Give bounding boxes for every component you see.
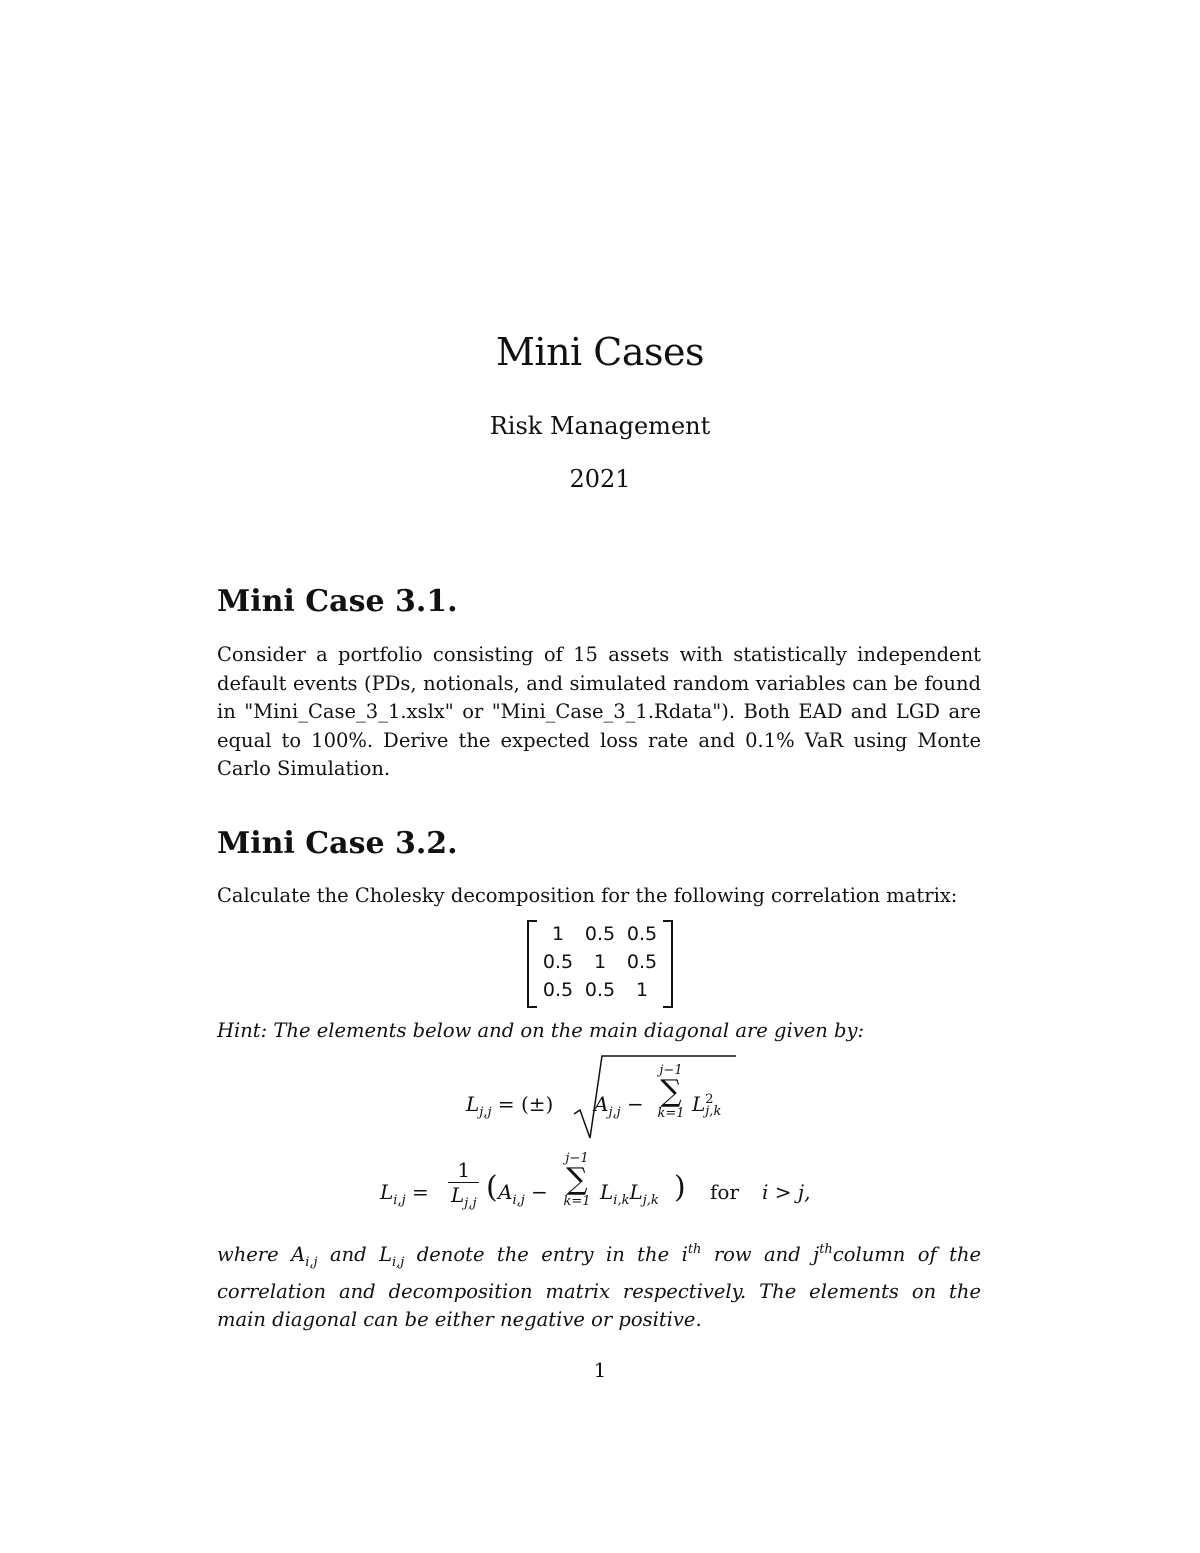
eq2-numerator: 1 [448, 1158, 479, 1183]
eq2-denominator: L [451, 1183, 465, 1207]
matrix-cell: 0.5 [626, 923, 658, 945]
equation-off-diagonal [380, 1152, 840, 1232]
matrix-cell: 0.5 [542, 951, 574, 973]
eq2-equals: = [411, 1180, 429, 1204]
matrix-cell: 0.5 [584, 923, 616, 945]
eq2-lhs [380, 1180, 429, 1208]
matrix-cell: 0.5 [542, 979, 574, 1001]
eq2-fraction [448, 1158, 479, 1211]
eq1-sum-lower: k=1 [657, 1106, 685, 1121]
document-year: 2021 [569, 465, 631, 493]
eq1-minus: − [627, 1092, 644, 1116]
eq2-t1-subscript: i,k [613, 1193, 630, 1208]
closing-th-superscript: th [687, 1242, 702, 1257]
eq1-sum [656, 1064, 686, 1120]
eq2-denominator-subscript: j,j [464, 1196, 477, 1211]
correlation-matrix [527, 918, 673, 1008]
closing-phrase: row and [713, 1243, 801, 1266]
matrix-cell: 0.5 [584, 979, 616, 1001]
matrix-cell: 0.5 [626, 951, 658, 973]
matrix-cell: 1 [635, 979, 649, 1001]
eq1-lhs-subscript: j,j [479, 1105, 492, 1120]
sigma-icon: ∑ [660, 1074, 682, 1109]
closing-paragraph [217, 1236, 981, 1335]
closing-a-symbol: A [291, 1243, 306, 1266]
closing-l-subscript: i,j [392, 1255, 405, 1270]
eq2-condition: i > j, [762, 1180, 811, 1204]
eq2-a-term [498, 1180, 548, 1208]
eq2-t2-symbol: L [629, 1180, 643, 1204]
eq2-sum [562, 1152, 592, 1208]
matrix-left-bracket [527, 920, 537, 1008]
eq1-term [692, 1092, 721, 1118]
eq1-a-subscript: j,j [608, 1105, 621, 1120]
eq2-lhs-subscript: i,j [393, 1193, 406, 1208]
eq2-t1-symbol: L [600, 1180, 614, 1204]
eq2-lhs-symbol: L [380, 1180, 394, 1204]
eq1-radicand [594, 1092, 644, 1120]
eq1-pm: = (±) [497, 1092, 554, 1116]
eq2-minus: − [531, 1180, 548, 1204]
eq2-a-symbol: A [498, 1180, 513, 1204]
closing-word: where [217, 1243, 279, 1266]
case-3-2-intro: Calculate the Cholesky decomposition for the following correlation matrix: [217, 884, 958, 907]
left-paren-icon: ( [486, 1170, 498, 1205]
matrix-row [537, 948, 663, 976]
section-heading-case-3-1: Mini Case 3.1. [217, 584, 458, 619]
eq1-sum-upper: j−1 [659, 1063, 683, 1078]
document-title: Mini Cases [496, 330, 704, 374]
sigma-icon: ∑ [566, 1162, 588, 1197]
eq1-term-subscript: j,k [705, 1103, 722, 1119]
eq2-a-subscript: i,j [512, 1193, 525, 1208]
matrix-row [537, 976, 663, 1004]
closing-a-subscript: i,j [305, 1255, 318, 1270]
matrix-cell: 1 [593, 951, 607, 973]
eq2-product [600, 1180, 659, 1208]
eq1-lhs [466, 1092, 553, 1120]
closing-th-superscript: th [819, 1242, 833, 1257]
document-subtitle: Risk Management [489, 412, 711, 440]
closing-phrase: denote the entry in the [416, 1243, 670, 1266]
eq1-a-symbol: A [594, 1092, 609, 1116]
matrix-right-bracket [663, 920, 673, 1008]
matrix-grid [537, 920, 663, 1004]
matrix-cell: 1 [551, 923, 565, 945]
eq1-term-symbol: L [692, 1092, 706, 1116]
closing-j-symbol: j [813, 1243, 820, 1266]
eq2-t2-subscript: j,k [642, 1193, 659, 1208]
closing-word: and [329, 1243, 367, 1266]
section-heading-case-3-2: Mini Case 3.2. [217, 826, 458, 861]
closing-l-symbol: L [379, 1243, 393, 1266]
closing-i-symbol: i [681, 1243, 688, 1266]
equation-diagonal [466, 1052, 746, 1142]
eq1-lhs-symbol: L [466, 1092, 480, 1116]
eq2-sum-lower: k=1 [563, 1194, 591, 1209]
hint-text: Hint: The elements below and on the main diagonal are given by: [217, 1019, 865, 1042]
eq2-sum-upper: j−1 [565, 1151, 589, 1166]
closing-phrase: column of the correlation and decomposition matrix respectively. The elements on the main diagonal can be either negative or positive. [217, 1243, 982, 1331]
right-paren-icon: ) [674, 1170, 686, 1205]
eq1-term-superscript: 2 [705, 1091, 714, 1107]
case-3-1-paragraph: Consider a portfolio consisting of 15 assets with statistically independent default events (PDs, notionals, and simulated random variables can be found in "Mini_Case_3_1.xslx" or "Mini_Case_3_1.Rdata"). Both EAD and LGD are equal to 100%. Derive the expected loss rate and 0.1% VaR using Monte Carlo Simulation. [217, 643, 981, 780]
page-number: 1 [593, 1358, 607, 1382]
eq2-for: for [710, 1180, 740, 1204]
matrix-row [537, 920, 663, 948]
